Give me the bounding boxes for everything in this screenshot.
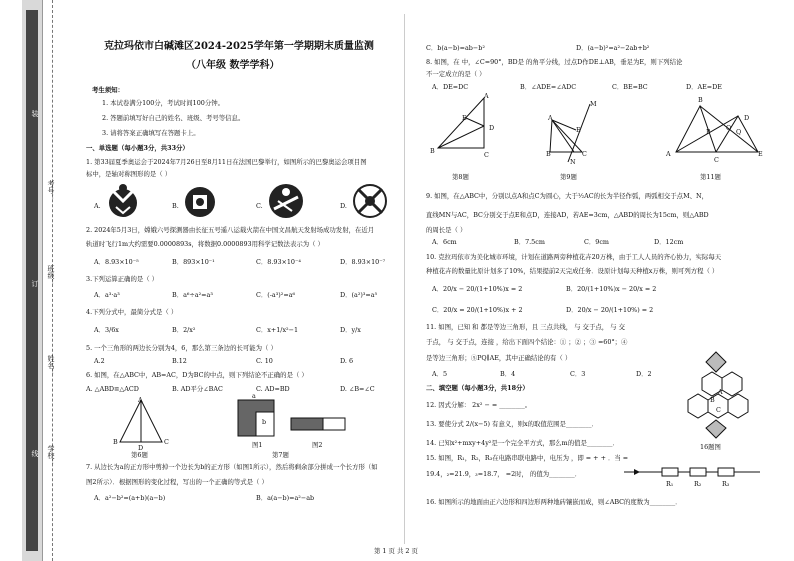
figure-15-circuit	[622, 456, 762, 492]
page-footer: 第 1 页 共 2 页	[374, 547, 418, 555]
q3-opt-c: C．(-a³)²=a⁶	[256, 291, 296, 299]
q9-opt-c: C．9cm	[584, 238, 609, 246]
q8-stem2: 不一定成立的是（ ）	[426, 70, 486, 78]
q11-opt-d: D．2	[636, 370, 652, 378]
q1-opt-a: A.	[94, 202, 101, 210]
field-xuexiao: 学校：	[47, 445, 55, 466]
q7-opt-a: A．a²−b²=(a+b)(a−b)	[94, 494, 166, 502]
figure-16-tiling	[684, 350, 748, 440]
fig7-t1: 图1	[252, 441, 263, 449]
fig8-a: A	[484, 92, 489, 100]
note-3: 3. 请将答案正确填写在答题卡上。	[102, 129, 200, 137]
q11-stem2: 于点， 与 交于点，连接 ，给出下面四个结论：① ；② ；③ =60°；④	[426, 338, 628, 346]
figure-7-rectangle	[290, 416, 346, 432]
note-2: 2. 答题前填写好自己的姓名、班级、考号等信息。	[102, 114, 245, 122]
fig16-a: A	[718, 388, 723, 396]
q9-opt-a: A．6cm	[432, 238, 457, 246]
q7-opt-d: D．(a−b)²=a²−2ab+b²	[576, 44, 650, 52]
q4-opt-d: D．y/x	[340, 326, 361, 334]
q8-opt-a: A．DE=DC	[432, 83, 469, 91]
q11-opt-c: C．3	[570, 370, 586, 378]
page-subtitle: （八年级 数学学科）	[186, 60, 280, 71]
q4-stem: 4.下列分式中，最简分式是（ ）	[86, 308, 178, 316]
fig11-p: P	[706, 128, 711, 136]
q11-stem: 11. 如图，已知 和 都是等边三角形，且 三点共线， 与 交于点， 与 交	[426, 323, 625, 331]
fig8-d: D	[489, 124, 495, 132]
fig9-e: E	[576, 126, 581, 134]
fig11-q: Q	[736, 128, 742, 136]
column-divider	[404, 14, 405, 544]
fig9-m: M	[590, 100, 597, 108]
q4-opt-b: B．2/x²	[172, 326, 196, 334]
fig16-caption: 16题图	[700, 443, 721, 451]
note-1: 1. 本试卷满分100分，考试时间100分钟。	[102, 99, 224, 107]
q6-opt-c: C. AD=BD	[256, 385, 290, 393]
cut-mark-xian: 线	[31, 450, 39, 457]
q9-opt-d: D．12cm	[654, 238, 684, 246]
fig6-label-c: C	[164, 438, 169, 446]
q1-stem2: 标中，是轴对称图形的是（ ）	[86, 170, 172, 178]
q2-opt-a: A．8.93×10⁻⁵	[94, 258, 139, 266]
fig8-e: E	[462, 114, 467, 122]
q10-opt-b: B．20/(1+10%)x − 20/x = 2	[566, 285, 657, 293]
q9-stem: 9. 如图，在△ABC中，分别以点A和点C为圆心，大于½AC的长为半径作弧，两弧相交于点M、N，	[426, 192, 708, 200]
q13-text: 13. 要使分式 2/(x−5) 有意义，则x的取值范围是________．	[426, 420, 598, 428]
fig16-b: B	[710, 396, 715, 404]
fig11-c: C	[714, 156, 719, 164]
q11-opt-b: B．4	[500, 370, 516, 378]
fig9-c: C	[582, 150, 587, 158]
q3-stem: 3.下列运算正确的是（ ）	[86, 275, 159, 283]
fig6-label-a: A	[138, 396, 143, 404]
section2-heading: 二、填空题（每小题3分，共18分）	[426, 384, 529, 392]
q8-opt-b: B．∠ADE=∠ADC	[520, 83, 577, 91]
notes-heading: 考生须知：	[92, 86, 124, 94]
q2-opt-c: C．8.93×10⁻⁴	[256, 258, 301, 266]
q5-stem: 5. 一个三角形的两边长分别为4，6，那么第三条边的长可能为（ ）	[86, 344, 277, 352]
fig9-b: B	[546, 150, 551, 158]
q7-stem2: 图2所示）．根据图形的变化过程，写出的一个正确的等式是（ ）	[86, 478, 268, 486]
fig6-label-d: D	[138, 444, 144, 452]
figure-11	[672, 100, 764, 160]
q1-opt-d: D.	[340, 202, 347, 210]
fig11-o: O	[726, 124, 732, 132]
page-title: 克拉玛依市白碱滩区2024-2025学年第一学期期末质量监测	[104, 41, 374, 52]
q5-opt-b: B.12	[172, 357, 187, 365]
q1-opt-c: C.	[256, 202, 263, 210]
q3-opt-a: A．a³·a³	[94, 291, 120, 299]
figure-6-triangle	[116, 398, 166, 450]
q1-stem: 1. 第33届夏季奥运会于2024年7月26日至8月11日在法国巴黎举行，如图所示的巴黎奥运会项目图	[86, 158, 367, 166]
q11-stem3: 是等边三角形；⑤PQ∥AE，其中正确结论的有（ ）	[426, 354, 572, 362]
field-banji: 班级：	[47, 265, 55, 286]
q10-opt-d: D．20/x − 20/(1+10%) = 2	[566, 306, 654, 314]
fig9-n: N	[570, 158, 576, 166]
q5-opt-c: C. 10	[256, 357, 273, 365]
q16-text: 16. 如图所示的地面由正六边形和四边形两种地砖镶嵌而成，则∠ABC的度数为________．	[426, 498, 682, 506]
pictogram-c-icon	[268, 183, 304, 219]
cut-mark-zhuang: 装	[31, 110, 39, 117]
fig6-caption: 第6题	[131, 451, 148, 459]
q2-opt-d: D．8.93×10⁻⁷	[340, 258, 386, 266]
figure-7-square	[236, 398, 276, 438]
field-xingming: 姓名：	[47, 355, 55, 376]
q2-opt-b: B．893×10⁻¹	[172, 258, 215, 266]
q6-opt-b: B. AD平分∠BAC	[172, 385, 223, 393]
field-kaohao: 考号：	[47, 180, 55, 201]
q15-text2: 19.4，₂=21.9，₃=18.7， =2时， 的值为________．	[426, 470, 582, 478]
fig8-caption: 第8题	[452, 173, 469, 181]
q14-text: 14. 已知x²+mxy+4y²是一个完全平方式，那么m的值是________．	[426, 439, 619, 447]
fig7-t2: 图2	[312, 441, 323, 449]
q6-stem: 6. 如图，在△ABC中，AB=AC，D为BC的中点，则下列结论不正确的是（ ）	[86, 371, 308, 379]
q4-opt-c: C．x+1/x²−1	[256, 326, 299, 334]
fig9-a: A	[548, 114, 553, 122]
cut-mark-ding: 订	[31, 280, 39, 287]
fig11-a: A	[666, 150, 671, 158]
fig7-caption: 第7题	[272, 451, 289, 459]
q10-stem2: 种植花卉的数量比原计划多了10%，结果提前2天完成任务．设原计划每天种植x万株，则可列方程（ ）	[426, 267, 719, 275]
fig15-r2: R₂	[694, 480, 702, 488]
q9-stem3: 的周长是（ ）	[426, 226, 467, 234]
q6-opt-a: A. △ABD≌△ACD	[86, 385, 139, 393]
fig15-r3: R₃	[722, 480, 730, 488]
fig6-label-b: B	[113, 438, 118, 446]
q11-opt-a: A．5	[432, 370, 448, 378]
q10-opt-c: C．20/x = 20/(1+10%)x + 2	[432, 306, 523, 314]
fig11-d: D	[744, 114, 750, 122]
section1-heading: 一、单选题（每小题3分，共33分）	[86, 144, 189, 152]
q7-stem: 7. 从边长为a的正方形中剪掉一个边长为b的正方形（如图1所示），然后将剩余部分拼成一个长方形（如	[86, 463, 378, 471]
fig11-b: B	[698, 96, 703, 104]
pictogram-b-icon	[184, 186, 216, 218]
fig11-caption: 第11题	[700, 173, 721, 181]
q4-opt-a: A．3/6x	[94, 326, 119, 334]
fig7-dim-b: b	[262, 418, 267, 426]
q1-opt-b: B.	[172, 202, 179, 210]
pictogram-a-icon	[106, 183, 140, 219]
fig15-r1: R₁	[666, 480, 674, 488]
q5-opt-a: A.2	[94, 357, 105, 365]
q2-stem2: 轨道时飞行1m大约需要0.0000893s，将数据0.0000893用科学记数法表示为（ ）	[86, 240, 324, 248]
q5-opt-d: D. 6	[340, 357, 354, 365]
q7-opt-c: C．b(a−b)=ab−b²	[426, 44, 485, 52]
q8-opt-d: D．AE=DE	[686, 83, 722, 91]
q8-opt-c: C．BE=BC	[612, 83, 648, 91]
q2-stem: 2. 2024年5月3日，嫦娥六号探测器由长征五号遥八运载火箭在中国文昌航天发射场成功发射，在近月	[86, 226, 375, 234]
q7-opt-b: B．a(a−b)=a²−ab	[256, 494, 315, 502]
q9-opt-b: B．7.5cm	[514, 238, 545, 246]
fig9-caption: 第9题	[560, 173, 577, 181]
fig8-c: C	[484, 151, 489, 159]
fig7-dim-a: a	[252, 392, 256, 400]
q10-stem: 10. 克拉玛依市为美化城市环境，计划在道路两旁种植花卉20万株，由于工人人员的齐心协力，实际每天	[426, 253, 722, 261]
q8-stem: 8. 如图，在 中，∠C=90°，BD是 的角平分线，过点D作DE⊥AB，垂足为E，则下列结论	[426, 58, 683, 66]
q6-opt-d: D. ∠B=∠C	[340, 385, 375, 393]
q3-opt-d: D．(a²)³=a⁵	[340, 291, 378, 299]
q10-opt-a: A．20/x − 20/(1+10%)x = 2	[432, 285, 523, 293]
q15-text: 15. 如图，R₁，R₂，R₃在电路串联电路中，电压为 ，即 = + + ．当 =	[426, 454, 629, 462]
fig16-c: C	[716, 406, 721, 414]
pictogram-d-icon	[352, 183, 388, 219]
q3-opt-b: B．a⁶÷a²=a³	[172, 291, 213, 299]
fig11-e: E	[758, 150, 763, 158]
figure-9	[546, 100, 602, 166]
fig8-b: B	[430, 147, 435, 155]
q9-stem2: 直线MN与AC，BC分别交于点E和点D，连接AD，若AE=3cm，△ABD的周长为15cm，则△ABD	[426, 211, 709, 219]
q12-text: 12. 因式分解： 2x² − = ________。	[426, 401, 532, 409]
